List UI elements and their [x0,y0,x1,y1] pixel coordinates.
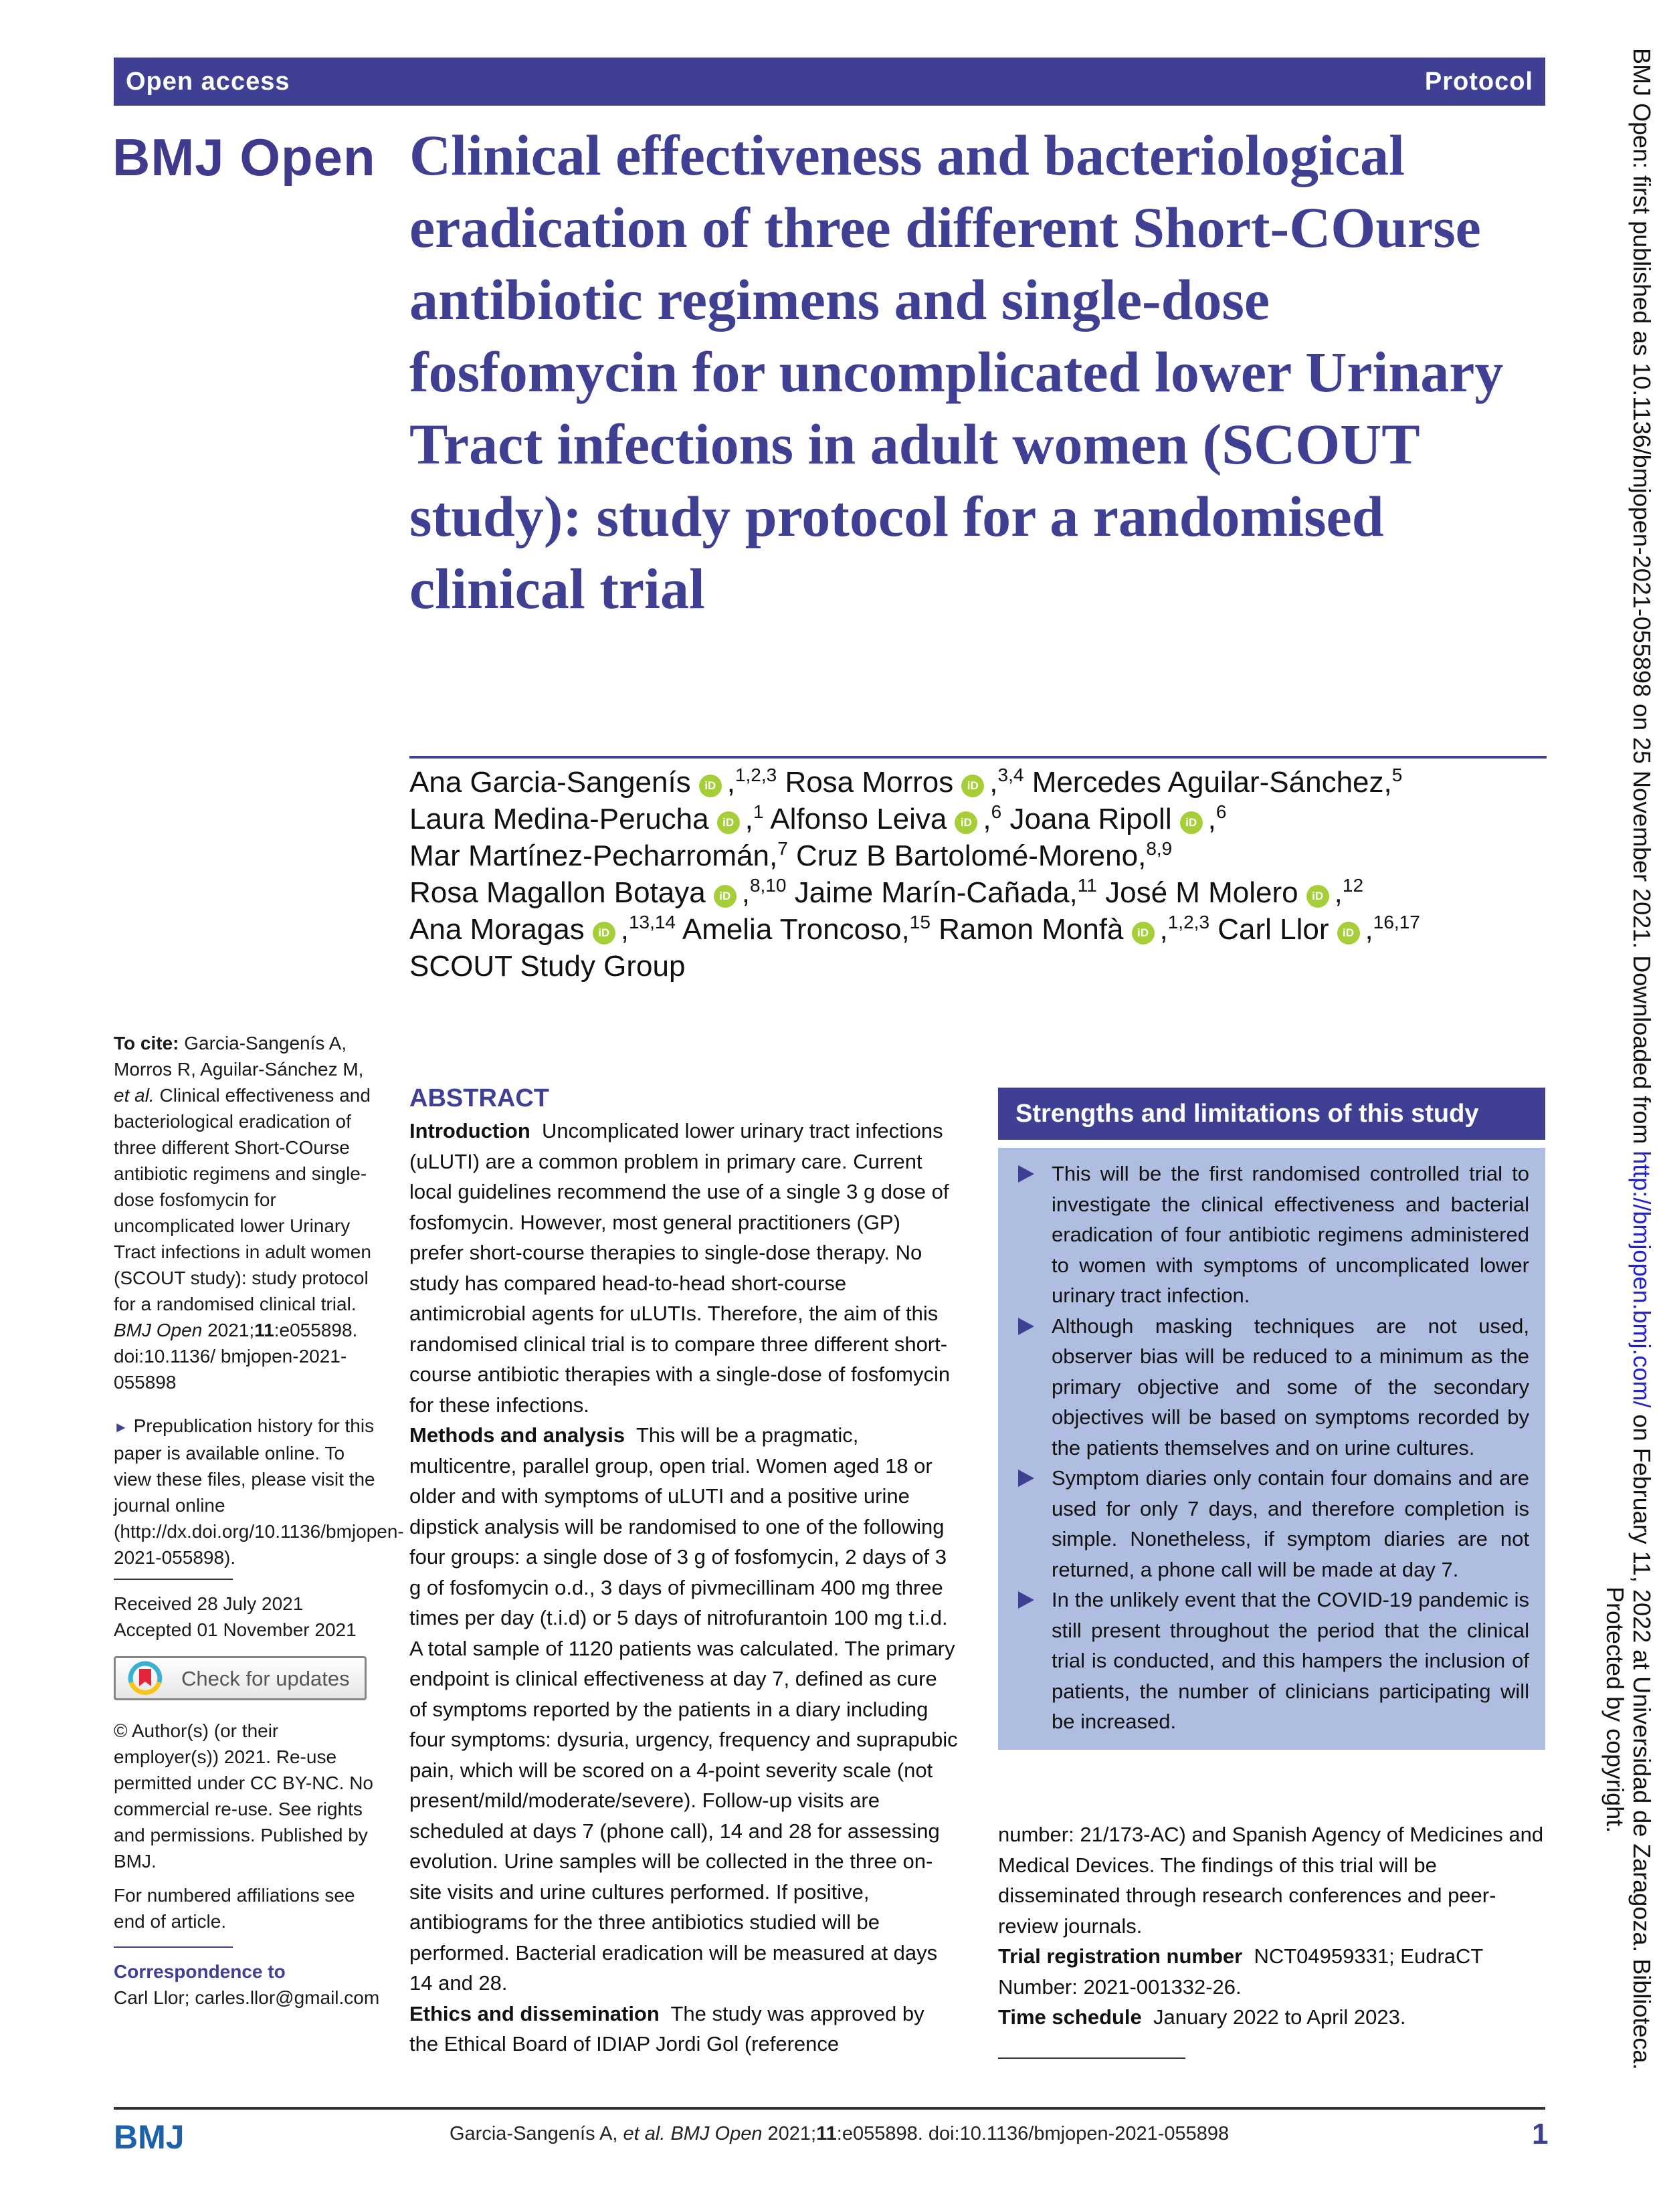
author-line-2: Laura Medina-Perucha iD ,$^1$ Alfonso Leiva iD ,$^6$ Joana Ripoll iD ,$^6$ [409,801,1227,835]
author-name[interactable]: Mercedes Aguilar-Sánchez [1032,766,1384,799]
strength-text: Although masking techniques are not used, observer bias will be reduced to a minimum as the primary objective and some of the secondary objectives will be based on symptoms recorded by the patients themselves and on urine cultures. [1052,1314,1529,1460]
strength-item [1018,1463,1529,1585]
margin-download-note [1601,48,1658,2209]
strengths-box [998,1148,1545,1750]
author-name[interactable]: Carl Llor [1217,913,1329,946]
methods-text: This will be a pragmatic, multicentre, parallel group, open trial. Women aged 18 or older and with symptoms of uLUTI and a positive urine dipstick analysis will be randomised to one of the following four groups: a single dose of 3 g of fosfomycin, 2 days of 3 g of fosfomycin o.d., 3 days of pivmecillinam 400 mg three times per day (t.i.d) or 5 days of nitrofurantoin 100 mg t.i.d. A total sample of 1120 patients was calculated. The primary endpoint is clinical effectiveness at day 7, defined as cure of symptoms reported by the patients in a diary including four symptoms: dysuria, urgency, frequency and suprapubic pain, which will be scored on a 4-point severity scale (not present/mild/moderate/severe). Follow-up visits are scheduled at days 7 (phone call), 14 and 28 for assessing evolution. Urine samples will be collected in the three on-site visits and urine cultures performed. If positive, antibiograms for the three antibiotics studied will be performed. Bacterial eradication will be measured at days 14 and 28. [409,1423,958,1995]
author-line-5: Ana Moragas iD ,$^{13,14}$ Amelia Troncoso,$^{15}$ Ramon Monfà iD ,$^{1,2,3}$ Carl Llor iD ,$^{16,17}$ [409,912,1420,946]
strength-text: In the unlikely event that the COVID-19 pandemic is still present throughout the period that the clinical trial is conducted, and this hampers the inclusion of patients, the number of clinicians participating will be increased. [1052,1588,1529,1733]
trial-registration [998,1941,1547,2002]
orcid-icon[interactable]: iD [593,922,615,944]
affiliation-sup: 1 [753,801,764,822]
introduction-text: Uncomplicated lower urinary tract infections (uLUTI) are a common problem in primary care. Current local guidelines recommend the use of a single 3 g dose of fosfomycin. However, most general practitioners (GP) prefer short-course therapies to single-dose therapy. No study has compared head-to-head short-course antimicrobial agents for uLUTIs. Therefore, the aim of this randomised clinical trial is to compare three different short-course antibiotic therapies with a single-dose of fosfomycin for these infections. [409,1119,951,1417]
margin-note-prefix: BMJ Open: first published as 10.1136/bmjopen-2021-055898 on 25 November 2021. Downloaded from [1628,48,1656,1151]
trial-reg-value: NCT04959331; EudraCT Number: 2021-001332-26. [998,1944,1483,1999]
affiliation-sup: 13,14 [628,912,676,932]
orcid-icon[interactable]: iD [1337,922,1360,944]
author-name[interactable]: Amelia Troncoso [682,913,902,946]
cite-authors: Garcia-Sangenís A, Morros R, Aguilar-Sánchez M, [114,1033,364,1080]
introduction-label: Introduction [409,1119,530,1142]
author-name[interactable]: Rosa Magallon Botaya [409,876,706,909]
triangle-bullet-icon [1018,1318,1034,1335]
bmjopen-link[interactable]: http://bmjopen.bmj.com/ [1628,1150,1656,1408]
page-number: 1 [1532,2118,1549,2150]
affiliation-sup: 16,17 [1373,912,1420,932]
abstract-continuation [998,1819,1547,2033]
orcid-icon[interactable]: iD [699,775,722,797]
affiliation-sup: 5 [1391,765,1403,785]
header-bar [114,58,1545,106]
author-name[interactable]: Ramon Monfà [939,913,1124,946]
time-schedule-value: January 2022 to April 2023. [1153,2005,1406,2029]
time-schedule [998,2002,1547,2033]
strength-text: This will be the first randomised controlled trial to investigate the clinical effectiveness and bacterial eradication of four antibiotic regimens administered to women with symptoms of uncomplicated lower urinary tract infection. [1052,1162,1529,1307]
affiliation-sup: 8,10 [749,875,787,896]
cite-year: 2021; [207,1320,255,1340]
time-schedule-label: Time schedule [998,2005,1142,2029]
strength-text: Symptom diaries only contain four domains and are used for only 7 days, and therefore completion is simple. Nonetheless, if symptom diaries are not returned, a phone call will be made at day 7. [1052,1466,1529,1581]
margin-note-suffix: on February 11, 2022 at Universidad de Zaragoza. Biblioteca. [1628,1407,1656,2070]
arrow-bullet-icon: ► [114,1419,128,1435]
author-line-4: Rosa Magallon Botaya iD ,$^{8,10}$ Jaime Marín-Cañada,$^{11}$ José M Molero iD ,$^{12}$ [409,875,1364,909]
sidebar-divider [114,1579,233,1580]
abstract-section [409,1084,958,2059]
accepted-date: Accepted 01 November 2021 [114,1619,357,1640]
affiliation-sup: 12 [1342,875,1364,896]
author-line-1: Ana Garcia-Sangenís iD ,$^{1,2,3}$ Rosa Morros iD ,$^{3,4}$ Mercedes Aguilar-Sánchez,$^5$ [409,765,1403,799]
bmj-footer-logo: BMJ [114,2118,185,2156]
journal-logo: BMJ Open [112,128,376,187]
check-updates-icon [128,1661,163,1696]
ethics-text: The study was approved by the Ethical Board of IDIAP Jordi Gol (reference [409,2001,924,2055]
footer-cite-journal: et al. BMJ Open [623,2123,763,2144]
copyright-note: © Author(s) (or their employer(s)) 2021. Re-use permitted under CC BY-NC. No commercial re-use. See rights and permissions. Published by BMJ. [114,1720,374,1872]
affiliation-sup: 6 [1215,801,1227,822]
author-name[interactable]: Mar Martínez-Pecharromán [409,839,769,872]
affiliations-note: For numbered affiliations see end of article. [114,1885,355,1932]
check-for-updates-button[interactable] [114,1656,367,1700]
cite-volume: 11 [254,1320,274,1340]
triangle-bullet-icon [1018,1470,1034,1487]
margin-note-line2: Protected by copyright. [1601,1587,1629,1833]
footer-cite-volume: 11 [816,2123,837,2144]
triangle-bullet-icon [1018,1591,1034,1609]
author-list [409,764,1547,985]
strength-item [1018,1585,1529,1737]
orcid-icon[interactable]: iD [717,811,740,834]
check-updates-label: Check for updates [181,1666,350,1690]
strength-item [1018,1159,1529,1311]
open-access-label: Open access [126,67,290,96]
cite-journal: BMJ Open [114,1320,203,1340]
correspondence-contact[interactable]: Carl Llor; carles.llor@gmail.com [114,1987,380,2008]
prepub-text[interactable]: Prepublication history for this paper is available online. To view these files, please visit the journal online (http://dx.doi.org/10.1136/bmjopen-2021-055898). [114,1415,404,1568]
trial-reg-label: Trial registration number [998,1944,1243,1968]
author-name[interactable]: Ana Moragas [409,913,585,946]
author-group: SCOUT Study Group [409,950,686,983]
footer-cite-doi: :e055898. doi:10.1136/bmjopen-2021-055898 [836,2123,1230,2144]
footer-citation [450,2123,1229,2145]
abstract-ethics [409,1999,958,2059]
author-name[interactable]: Rosa Morros [785,766,954,799]
affiliation-sup: 15 [909,912,931,932]
author-name[interactable]: Jaime Marín-Cañada [794,876,1070,909]
abstract-methods [409,1420,958,1999]
margin-note-text [1601,48,1655,2209]
orcid-icon[interactable]: iD [961,775,984,797]
affiliation-sup: 7 [777,838,788,859]
sidebar-divider-blue [114,1946,233,1948]
author-name[interactable]: Alfonso Leiva [770,803,947,835]
margin-note-line1 [1628,48,1655,2209]
correspondence-heading: Correspondence to [114,1961,286,1982]
affiliation-sup: 3,4 [997,765,1024,785]
strength-item [1018,1311,1529,1464]
orcid-icon[interactable]: iD [1306,885,1329,908]
cite-etal: et al. [114,1085,155,1106]
triangle-bullet-icon [1018,1165,1034,1183]
author-name[interactable]: Cruz B Bartolomé-Moreno [796,839,1139,872]
footer-cite-year: 2021; [762,2123,817,2144]
footnote-divider [998,2057,1185,2059]
authors-divider [409,756,1547,759]
cite-label: To cite: [114,1033,179,1053]
received-date: Received 28 July 2021 [114,1593,304,1614]
affiliation-sup: 11 [1077,875,1097,896]
orcid-icon[interactable]: iD [714,885,737,908]
abstract-heading: ABSTRACT [409,1084,549,1112]
author-name[interactable]: José M Molero [1105,876,1298,909]
author-line-3: Mar Martínez-Pecharromán,$^7$ Cruz B Bartolomé-Moreno,$^{8,9}$ [409,838,1173,872]
cite-title: Clinical effectiveness and bacteriological eradication of three different Short-COurse antibiotic regimens and single-dose fosfomycin for uncomplicated lower Urinary Tract infections in adult women (SCOUT study): study protocol for a randomised clinical trial. [114,1085,371,1314]
citation-block [114,1030,381,1395]
footer-cite-authors: Garcia-Sangenís A, [450,2123,623,2144]
affiliation-sup: 8,9 [1146,838,1173,859]
prepub-note [114,1413,404,1571]
affiliation-sup: 1,2,3 [735,765,777,785]
abstract-introduction [409,1116,958,1420]
article-title: Clinical effectiveness and bacteriological eradication of three different Short-COurse antibiotic regimens and single-dose fosfomycin for uncomplicated lower Urinary Tract infections in adult women (SCOUT study): study protocol for a randomised clinical trial [409,123,1504,621]
methods-label: Methods and analysis [409,1423,625,1447]
ethics-label: Ethics and dissemination [409,2001,660,2025]
orcid-icon[interactable]: iD [955,811,977,834]
orcid-icon[interactable]: iD [1132,922,1155,944]
affiliation-sup: 1,2,3 [1167,912,1210,932]
author-name[interactable]: Joana Ripoll [1009,803,1172,835]
orcid-icon[interactable]: iD [1180,811,1203,834]
author-name[interactable]: Laura Medina-Perucha [409,803,709,835]
sidebar [114,1030,404,2011]
cite-doi[interactable]: :e055898. doi:10.1136/ bmjopen-2021-055898 [114,1320,358,1393]
author-name[interactable]: Ana Garcia-Sangenís [409,766,691,799]
affiliation-sup: 6 [991,801,1002,822]
ethics-continued: number: 21/173-AC) and Spanish Agency of Medicines and Medical Devices. The findings of this trial will be disseminated through research conferences and peer-review journals. [998,1823,1544,1938]
strengths-box-heading: Strengths and limitations of this study [998,1088,1545,1140]
footer-divider [114,2107,1545,2110]
article-type-label: Protocol [1424,67,1533,96]
